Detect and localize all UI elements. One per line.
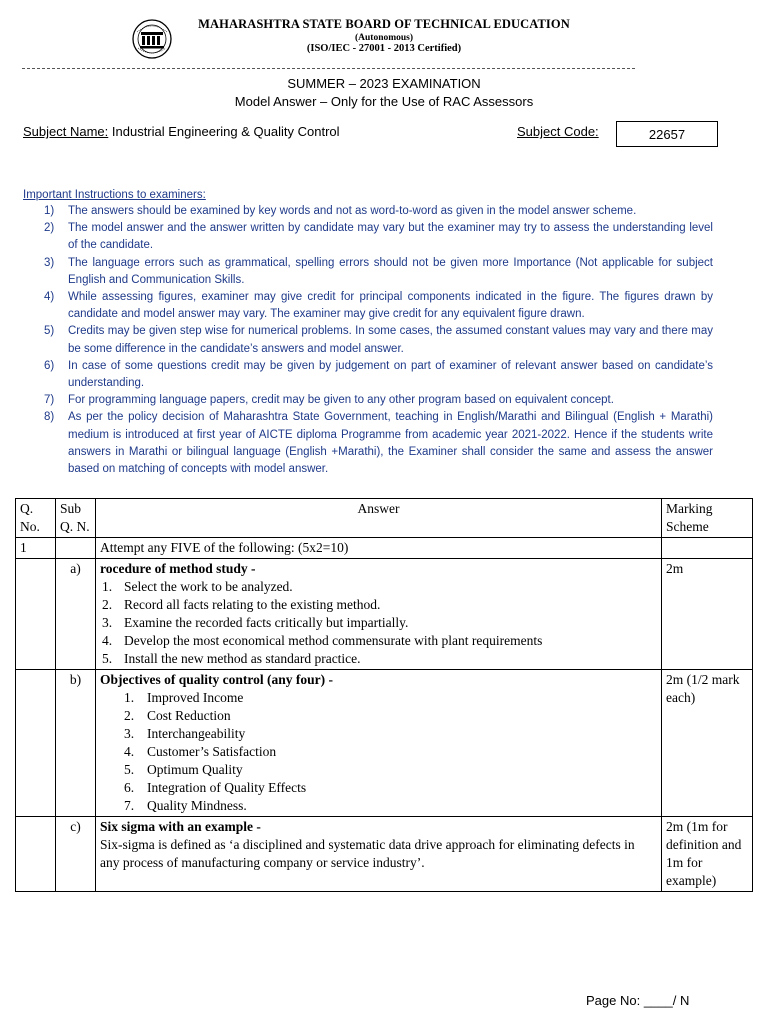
header-sub-q: Sub Q. N. [56, 499, 96, 538]
list-number: 1. [102, 579, 113, 594]
instruction-number: 4) [44, 291, 55, 304]
instruction-text: Credits may be given step wise for numerical problems. In some cases, the assumed constant values may vary and there may be some difference in the candidate’s answers and model answer. [68, 325, 713, 355]
q-number: 1 [16, 538, 56, 559]
answer-title: Objectives of quality control (any four) - [100, 672, 333, 687]
instructions-block [23, 188, 713, 478]
exam-title-block [0, 75, 768, 111]
msbte-logo [131, 18, 173, 60]
header-divider [22, 68, 635, 69]
instruction-text: For programming language papers, credit may be given to any other program based on equivalent concept. [68, 394, 614, 407]
instruction-number: 8) [44, 411, 55, 424]
marking-cell: 2m (1/2 mark each) [662, 670, 753, 817]
instruction-item [23, 220, 713, 254]
list-item [100, 578, 657, 596]
list-text: Interchangeability [147, 726, 246, 741]
instruction-number: 6) [44, 359, 55, 372]
table-row [16, 538, 753, 559]
table-header-row [16, 499, 753, 538]
subject-name-row [23, 124, 340, 139]
list-number: 2. [102, 597, 113, 612]
header-answer: Answer [96, 499, 662, 538]
list-item [100, 743, 657, 761]
answer-list [100, 689, 657, 815]
list-number: 1. [124, 690, 135, 705]
subject-code-value: 22657 [616, 121, 718, 147]
list-item [100, 596, 657, 614]
list-text: Examine the recorded facts critically but impartially. [124, 615, 409, 630]
list-text: Record all facts relating to the existing method. [124, 597, 381, 612]
list-item [100, 725, 657, 743]
list-text: Select the work to be analyzed. [124, 579, 293, 594]
list-text: Improved Income [147, 690, 244, 705]
answer-title: rocedure of method study - [100, 561, 256, 576]
marking-cell: 2m [662, 559, 753, 670]
list-number: 5. [102, 651, 113, 666]
list-number: 2. [124, 708, 135, 723]
exam-title: SUMMER – 2023 EXAMINATION [287, 76, 481, 91]
instruction-text: In case of some questions credit may be given by judgement on part of examiner of relevant answer based on candidate’s understanding. [68, 359, 713, 390]
instruction-text: The model answer and the answer written by candidate may vary but the examiner may try to assess the understanding level of the candidate. [68, 222, 713, 252]
subject-code-label: Subject Code: [517, 124, 599, 139]
sub-q-label: c) [56, 817, 96, 892]
instruction-text: While assessing figures, examiner may give credit for principal components indicated in the figure. The figures drawn by candidate and model answer may vary. The examiner may give credit for any equivalent figure drawn. [68, 291, 713, 321]
subject-name-value: Industrial Engineering & Quality Control [111, 124, 340, 139]
list-number: 3. [102, 615, 113, 630]
list-text: Optimum Quality [147, 762, 243, 777]
list-number: 5. [124, 762, 135, 777]
instruction-item [23, 392, 713, 409]
list-text: Install the new method as standard practice. [124, 651, 361, 666]
instruction-number: 5) [44, 325, 55, 338]
instruction-number: 1) [44, 205, 55, 217]
answer-list [100, 578, 657, 668]
list-text: Cost Reduction [147, 708, 231, 723]
list-item [100, 689, 657, 707]
list-item [100, 797, 657, 815]
page-number: Page No: ____/ N [586, 993, 690, 1008]
answer-title: Six sigma with an example - [100, 819, 261, 834]
instruction-item [23, 409, 713, 478]
list-number: 4. [124, 744, 135, 759]
answer-cell [96, 559, 662, 670]
list-number: 4. [102, 633, 113, 648]
instruction-number: 2) [44, 222, 55, 235]
instruction-item [23, 289, 713, 323]
board-iso: (ISO/IEC - 27001 - 2013 Certified) [306, 43, 462, 54]
instructions-heading: Important Instructions to examiners: [23, 189, 206, 201]
instruction-text: As per the policy decision of Maharashtra State Government, teaching in English/Marathi and Bilingual (English + Marathi) medium is introduced at first year of AICTE diploma Programme from academic year 2021-2022. Hence if the students write answers in Marathi or bilingual language (English +Marathi), the Examiner shall consider the same and assess the answer based on matching of concepts with model answer. [68, 411, 713, 476]
instruction-item [23, 203, 713, 220]
answer-cell [96, 670, 662, 817]
board-autonomous: (Autonomous) [354, 33, 414, 43]
answer-table [15, 498, 753, 892]
table-row [16, 670, 753, 817]
list-number: 3. [124, 726, 135, 741]
instruction-item [23, 255, 713, 289]
sub-q-label: b) [56, 670, 96, 817]
header-q-no: Q. No. [16, 499, 56, 538]
answer-cell [96, 817, 662, 892]
list-text: Develop the most economical method commensurate with plant requirements [124, 633, 543, 648]
board-header [180, 17, 588, 54]
answer-text: Six-sigma is defined as ‘a disciplined and systematic data drive approach for eliminating defects in any process of manufacturing company or service industry’. [100, 837, 635, 870]
sub-q-label: a) [56, 559, 96, 670]
list-item [100, 761, 657, 779]
marking-cell: 2m (1m for definition and 1m for example) [662, 817, 753, 892]
exam-subtitle: Model Answer – Only for the Use of RAC Assessors [234, 94, 534, 109]
list-text: Integration of Quality Effects [147, 780, 307, 795]
list-item [100, 707, 657, 725]
instruction-text: The language errors such as grammatical, spelling errors should not be given more Importance (Not applicable for subject English and Communication Skills. [68, 256, 713, 286]
table-row [16, 817, 753, 892]
table-row [16, 559, 753, 670]
list-text: Customer’s Satisfaction [147, 744, 277, 759]
instruction-number: 7) [44, 394, 55, 407]
list-item [100, 650, 657, 668]
instruction-item [23, 358, 713, 392]
instruction-item [23, 323, 713, 357]
instructions-list [23, 203, 713, 478]
instruction-text: The answers should be examined by key words and not as word-to-word as given in the model answer scheme. [68, 205, 637, 217]
list-text: Quality Mindness. [147, 798, 247, 813]
question-title: Attempt any FIVE of the following: (5x2=10) [96, 538, 662, 559]
board-name: MAHARASHTRA STATE BOARD OF TECHNICAL EDUCATION [198, 17, 570, 31]
list-number: 7. [124, 798, 135, 813]
subject-name-label: Subject Name: [23, 124, 109, 139]
list-item [100, 614, 657, 632]
list-item [100, 779, 657, 797]
instruction-number: 3) [44, 256, 55, 269]
list-item [100, 632, 657, 650]
header-marking: Marking Scheme [662, 499, 753, 538]
list-number: 6. [124, 780, 135, 795]
